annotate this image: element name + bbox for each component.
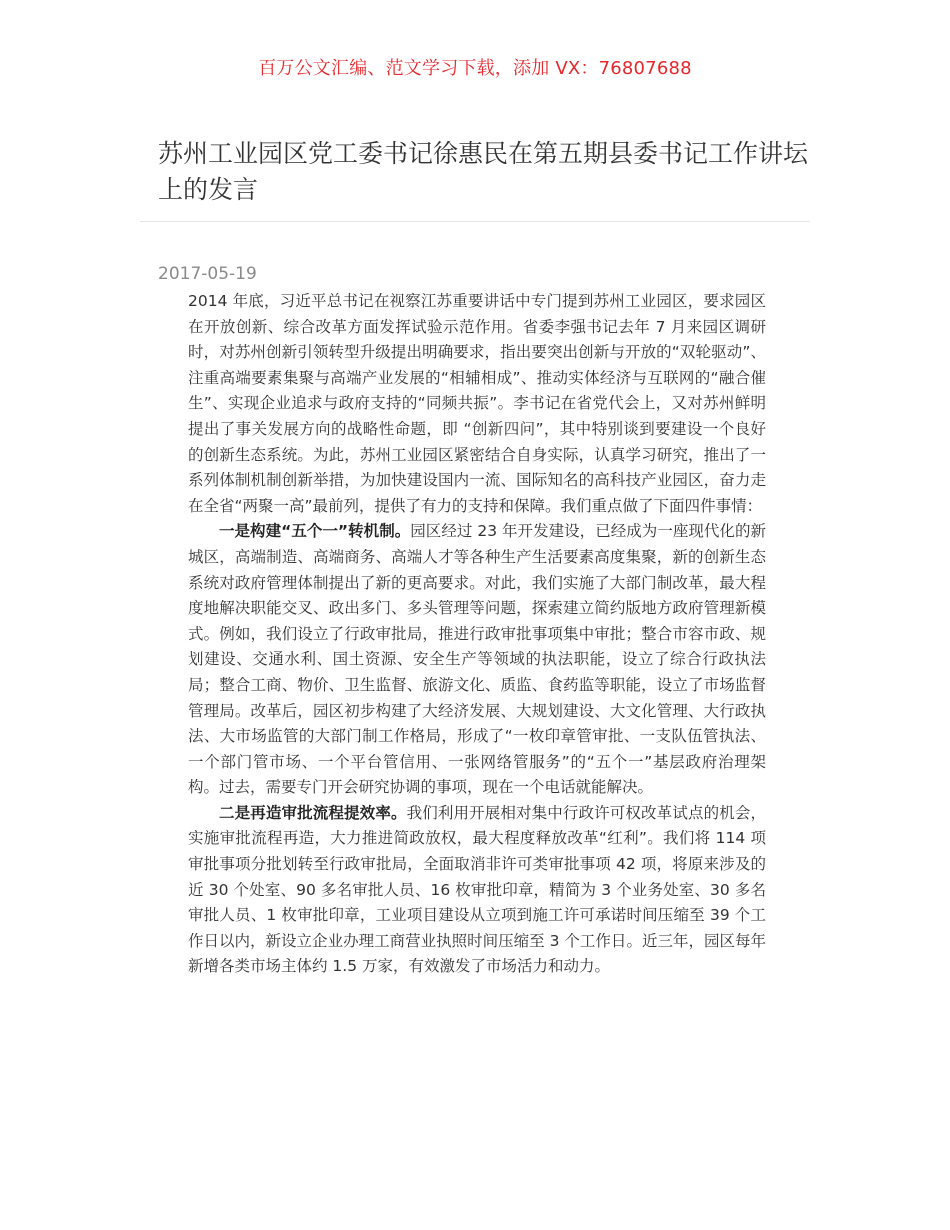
paragraph-text: 我们利用开展相对集中行政许可权改革试点的机会，实施审批流程再造，大力推进简政放权，最大程度释放改革“红利”。我们将 114 项审批事项分批划转至行政审批局，全面取消非许可类审批事项 42 项，将原来涉及的近 30 个处室、90 多名审批人员、16 枚审批印章，精简为 3 个业务处室、30 多名审批人员、1 枚审批印章，工业项目建设从立项到施工许可承诺时间压缩至 39 个工作日以内，新设立企业办理工商营业执照时间压缩至 3 个工作日。近三年，园区每年新增各类市场主体约 1.5 万家，有效激发了市场活力和动力。 [188,803,766,976]
title-divider [140,221,810,222]
paragraph-lead-heading: 一是构建“五个一”转机制。 [219,522,411,541]
promo-banner: 百万公文汇编、范文学习下载，添加 VX：76807688 [258,58,692,79]
publish-date: 2017-05-19 [158,264,257,284]
article-paragraph-intro [188,289,766,519]
paragraph-text: 园区经过 23 年开发建设，已经成为一座现代化的新城区，高端制造、高端商务、高端人才等各种生产生活要素高度集聚，新的创新生态系统对政府管理体制提出了新的更高要求。对此，我们实施了大部门制改革，最大程度地解决职能交叉、政出多门、多头管理等问题，探索建立简约版地方政府管理新模式。例如，我们设立了行政审批局，推进行政审批事项集中审批；整合市容市政、规划建设、交通水利、国土资源、安全生产等领域的执法职能，设立了综合行政执法局；整合工商、物价、卫生监督、旅游文化、质监、食药监等职能，设立了市场监督管理局。改革后，园区初步构建了大经济发展、大规划建设、大文化管理、大行政执法、大市场监管的大部门制工作格局，形成了“一枚印章管审批、一支队伍管执法、一个部门管市场、一个平台管信用、一张网络管服务”的“五个一”基层政府治理架构。过去，需要专门开会研究协调的事项，现在一个电话就能解决。 [188,522,766,797]
article-paragraph-2 [188,801,766,980]
article-body [188,289,766,980]
paragraph-text: 2014 年底，习近平总书记在视察江苏重要讲话中专门提到苏州工业园区，要求园区在开放创新、综合改革方面发挥试验示范作用。省委李强书记去年 7 月来园区调研时，对苏州创新引领转型升级提出明确要求，指出要突出创新与开放的“双轮驱动”、注重高端要素集聚与高端产业发展的“相辅相成”、推动实体经济与互联网的“融合催生”、实现企业追求与政府支持的“同频共振”。李书记在省党代会上，又对苏州鲜明提出了事关发展方向的战略性命题，即 “创新四问”，其中特别谈到要建设一个良好的创新生态系统。为此，苏州工业园区紧密结合自身实际，认真学习研究，推出了一系列体制机制创新举措，为加快建设国内一流、国际知名的高科技产业园区，奋力走在全省“两聚一高”最前列，提供了有力的支持和保障。我们重点做了下面四件事情： [188,292,766,515]
article-paragraph-1 [188,519,766,801]
paragraph-lead-heading: 二是再造审批流程提效率。 [219,803,407,822]
article-title: 苏州工业园区党工委书记徐惠民在第五期县委书记工作讲坛上的发言 [158,139,809,204]
